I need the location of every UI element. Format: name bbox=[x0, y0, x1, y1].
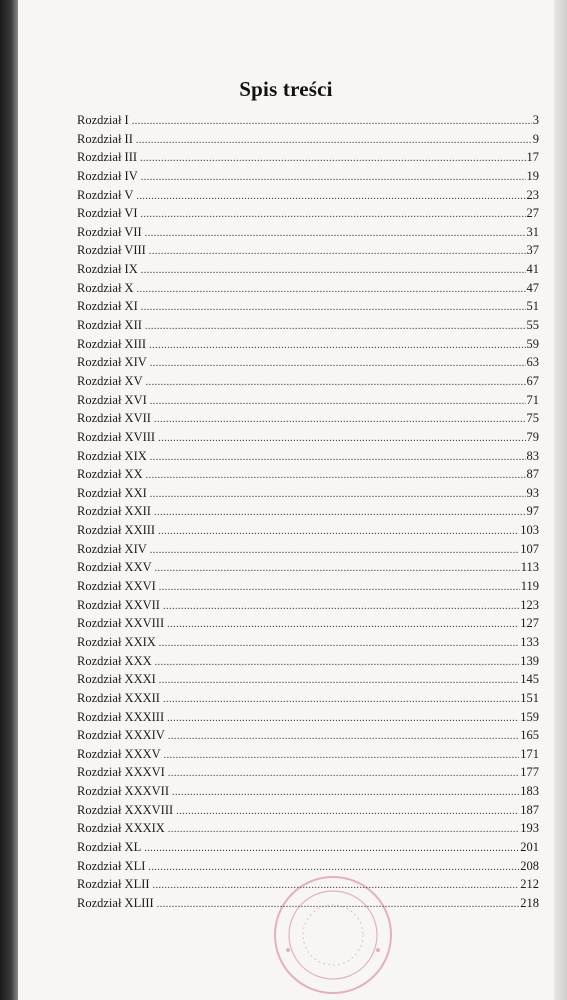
toc-entry bbox=[77, 186, 539, 205]
toc-dot-leader bbox=[154, 504, 526, 523]
toc-entry-label: Rozdział XXXV bbox=[77, 746, 161, 761]
toc-entry-label: Rozdział XX bbox=[77, 467, 143, 482]
toc-entry bbox=[77, 148, 539, 167]
toc-entry-label: Rozdział XXVII bbox=[77, 597, 160, 612]
toc-entry-page-number: 151 bbox=[520, 690, 539, 705]
toc-dot-leader bbox=[146, 467, 526, 486]
toc-entry-label: Rozdział XXXVIII bbox=[77, 802, 174, 817]
toc-entry-page-number: 3 bbox=[532, 113, 539, 127]
toc-entry bbox=[77, 465, 539, 484]
toc-entry-label: Rozdział XLIII bbox=[77, 895, 154, 910]
toc-dot-leader bbox=[136, 132, 532, 151]
toc-entry-page-number: 79 bbox=[526, 429, 539, 444]
toc-entry-page-number: 71 bbox=[526, 392, 539, 407]
toc-entry bbox=[77, 801, 539, 820]
toc-entry-page-number: 17 bbox=[526, 150, 539, 165]
toc-entry-page-number: 59 bbox=[526, 336, 539, 351]
toc-dot-leader bbox=[141, 299, 526, 318]
toc-entry bbox=[77, 502, 539, 521]
toc-entry-page-number: 103 bbox=[520, 523, 539, 538]
toc-entry bbox=[77, 372, 539, 391]
toc-dot-leader bbox=[149, 337, 525, 356]
toc-entry-page-number: 183 bbox=[520, 784, 539, 799]
toc-entry-label: Rozdział XIV bbox=[77, 355, 147, 370]
toc-dot-leader bbox=[137, 281, 526, 300]
toc-entry-label: Rozdział XXII bbox=[77, 504, 151, 519]
toc-entry-page-number: 31 bbox=[526, 224, 539, 239]
toc-entry-page-number: 123 bbox=[520, 597, 539, 612]
toc-entry bbox=[77, 708, 539, 727]
toc-entry-page-number: 63 bbox=[526, 355, 539, 370]
toc-dot-leader bbox=[149, 243, 526, 262]
toc-dot-leader bbox=[176, 803, 519, 822]
toc-entry-label: Rozdział I bbox=[77, 113, 129, 127]
toc-entry-label: Rozdział XIII bbox=[77, 336, 147, 351]
toc-dot-leader bbox=[150, 449, 526, 468]
toc-entry bbox=[77, 409, 539, 428]
toc-entry bbox=[77, 726, 539, 745]
toc-entry-label: Rozdział XXVIII bbox=[77, 616, 165, 631]
toc-dot-leader bbox=[167, 616, 519, 635]
toc-dot-leader bbox=[172, 784, 519, 803]
toc-entry-page-number: 113 bbox=[520, 560, 539, 575]
toc-dot-leader bbox=[146, 374, 526, 393]
toc-entry bbox=[77, 652, 539, 671]
toc-entry-page-number: 139 bbox=[520, 653, 539, 668]
toc-entry-label: Rozdział XVII bbox=[77, 411, 151, 426]
toc-entry-page-number: 87 bbox=[526, 467, 539, 482]
toc-entry bbox=[77, 130, 539, 149]
toc-entry-label: Rozdział XXXIX bbox=[77, 821, 165, 836]
toc-entry-page-number: 93 bbox=[526, 485, 539, 500]
toc-dot-leader bbox=[154, 411, 526, 430]
toc-dot-leader bbox=[150, 542, 519, 561]
toc-entry-label: Rozdział XXIII bbox=[77, 523, 156, 538]
toc-dot-leader bbox=[163, 598, 519, 617]
toc-dot-leader bbox=[159, 672, 519, 691]
toc-entry bbox=[77, 353, 539, 372]
toc-dot-leader bbox=[150, 393, 526, 412]
toc-entry-label: Rozdział XXI bbox=[77, 485, 147, 500]
toc-entry-page-number: 193 bbox=[520, 821, 539, 836]
toc-entry-label: Rozdział XIX bbox=[77, 448, 147, 463]
toc-entry bbox=[77, 111, 539, 130]
toc-dot-leader bbox=[141, 262, 526, 281]
toc-entry-page-number: 208 bbox=[520, 858, 539, 873]
toc-entry-page-number: 55 bbox=[526, 318, 539, 333]
toc-entry-label: Rozdział IX bbox=[77, 262, 138, 277]
toc-entry-page-number: 159 bbox=[520, 709, 539, 724]
book-spine-shadow bbox=[0, 0, 18, 1000]
toc-dot-leader bbox=[132, 113, 532, 132]
toc-entry-page-number: 97 bbox=[526, 504, 539, 519]
toc-entry-label: Rozdział XXXIII bbox=[77, 709, 165, 724]
toc-entry bbox=[77, 745, 539, 764]
toc-entry-label: Rozdział X bbox=[77, 280, 134, 295]
toc-entry-label: Rozdział XIV bbox=[77, 541, 147, 556]
page-title: Spis treści bbox=[239, 77, 333, 101]
toc-entry-page-number: 201 bbox=[520, 839, 539, 854]
toc-entry bbox=[77, 670, 539, 689]
toc-entry-label: Rozdział VII bbox=[77, 224, 142, 239]
toc-entry-page-number: 9 bbox=[532, 131, 539, 146]
toc-dot-leader bbox=[159, 635, 519, 654]
toc-entry-page-number: 47 bbox=[526, 280, 539, 295]
toc-entry-page-number: 165 bbox=[520, 728, 539, 743]
toc-entry-label: Rozdział XXXII bbox=[77, 690, 160, 705]
toc-entry-label: Rozdział XXXI bbox=[77, 672, 156, 687]
toc-entry-page-number: 107 bbox=[520, 541, 539, 556]
toc-entry-page-number: 212 bbox=[520, 877, 539, 892]
toc-entry bbox=[77, 577, 539, 596]
toc-dot-leader bbox=[167, 710, 519, 729]
toc-entry-label: Rozdział XI bbox=[77, 299, 138, 314]
toc-entry-page-number: 127 bbox=[520, 616, 539, 631]
toc-dot-leader bbox=[168, 728, 519, 747]
toc-entry-page-number: 27 bbox=[526, 206, 539, 221]
toc-entry-label: Rozdział XVIII bbox=[77, 429, 156, 444]
toc-entry-label: Rozdział XXVI bbox=[77, 579, 156, 594]
toc-entry bbox=[77, 689, 539, 708]
toc-entry-label: Rozdział XV bbox=[77, 373, 143, 388]
toc-entry bbox=[77, 596, 539, 615]
toc-dot-leader bbox=[163, 691, 519, 710]
toc-entry-page-number: 75 bbox=[526, 411, 539, 426]
toc-entry-page-number: 133 bbox=[520, 634, 539, 649]
toc-dot-leader bbox=[145, 225, 526, 244]
toc-entry bbox=[77, 223, 539, 242]
toc-dot-leader bbox=[168, 821, 519, 840]
toc-entry-label: Rozdział VI bbox=[77, 206, 138, 221]
toc-dot-leader bbox=[155, 654, 520, 673]
library-stamp-icon bbox=[268, 870, 398, 1000]
toc-entry-label: Rozdział III bbox=[77, 150, 138, 165]
toc-entry-page-number: 145 bbox=[520, 672, 539, 687]
toc-entry-label: Rozdział XII bbox=[77, 318, 142, 333]
toc-entry bbox=[77, 391, 539, 410]
toc-entry bbox=[77, 260, 539, 279]
toc-entry-label: Rozdział XL bbox=[77, 839, 142, 854]
toc-entry-label: Rozdział XXXIV bbox=[77, 728, 165, 743]
toc-entry-page-number: 19 bbox=[526, 168, 539, 183]
toc-dot-leader bbox=[144, 840, 519, 859]
toc-entry-label: Rozdział II bbox=[77, 131, 133, 146]
toc-entry-label: Rozdział VIII bbox=[77, 243, 146, 258]
toc-entry-page-number: 23 bbox=[526, 187, 539, 202]
toc-entry bbox=[77, 447, 539, 466]
toc-entry bbox=[77, 428, 539, 447]
toc-entry-page-number: 83 bbox=[526, 448, 539, 463]
toc-entry-page-number: 37 bbox=[526, 243, 539, 258]
page-edge bbox=[554, 0, 567, 1000]
toc-dot-leader bbox=[140, 150, 525, 169]
toc-entry-label: Rozdział XXV bbox=[77, 560, 152, 575]
toc-entry bbox=[77, 316, 539, 335]
toc-entry-label: Rozdział XVI bbox=[77, 392, 147, 407]
toc-dot-leader bbox=[158, 523, 519, 542]
toc-entry-page-number: 67 bbox=[526, 373, 539, 388]
toc-dot-leader bbox=[141, 206, 526, 225]
toc-dot-leader bbox=[145, 318, 526, 337]
toc-entry-page-number: 177 bbox=[520, 765, 539, 780]
toc-dot-leader bbox=[158, 430, 525, 449]
toc-entry-page-number: 187 bbox=[520, 802, 539, 817]
toc-entry bbox=[77, 633, 539, 652]
toc-dot-leader bbox=[150, 355, 526, 374]
toc-entry bbox=[77, 484, 539, 503]
toc-entry bbox=[77, 540, 539, 559]
toc-dot-leader bbox=[150, 486, 526, 505]
toc-entry bbox=[77, 204, 539, 223]
toc-entry-label: Rozdział XLII bbox=[77, 877, 150, 892]
toc-entry-page-number: 171 bbox=[520, 746, 539, 761]
toc-entry bbox=[77, 279, 539, 298]
toc-entry-label: Rozdział XLI bbox=[77, 858, 146, 873]
toc-entry bbox=[77, 297, 539, 316]
toc-entry-page-number: 119 bbox=[520, 579, 539, 594]
toc-dot-leader bbox=[164, 747, 520, 766]
toc-entry-label: Rozdział XXX bbox=[77, 653, 152, 668]
toc-entry bbox=[77, 167, 539, 186]
toc-entry bbox=[77, 558, 539, 577]
toc-entry-label: Rozdział IV bbox=[77, 168, 138, 183]
toc-dot-leader bbox=[141, 169, 526, 188]
toc-entry-page-number: 51 bbox=[526, 299, 539, 314]
toc-entry-label: Rozdział XXIX bbox=[77, 634, 156, 649]
toc-entry bbox=[77, 521, 539, 540]
toc-dot-leader bbox=[168, 765, 519, 784]
toc-entry-page-number: 41 bbox=[526, 262, 539, 277]
toc-entry bbox=[77, 782, 539, 801]
toc-entry-label: Rozdział V bbox=[77, 187, 134, 202]
toc-entry bbox=[77, 819, 539, 838]
toc-dot-leader bbox=[136, 188, 525, 207]
toc-dot-leader bbox=[159, 579, 520, 598]
toc-entry-page-number: 218 bbox=[520, 895, 539, 910]
toc-entry bbox=[77, 838, 539, 857]
table-of-contents bbox=[77, 111, 539, 913]
toc-entry bbox=[77, 335, 539, 354]
toc-entry-label: Rozdział XXXVI bbox=[77, 765, 165, 780]
toc-entry bbox=[77, 241, 539, 260]
toc-entry bbox=[77, 614, 539, 633]
toc-entry bbox=[77, 763, 539, 782]
toc-dot-leader bbox=[155, 560, 520, 579]
toc-entry-label: Rozdział XXXVII bbox=[77, 784, 169, 799]
